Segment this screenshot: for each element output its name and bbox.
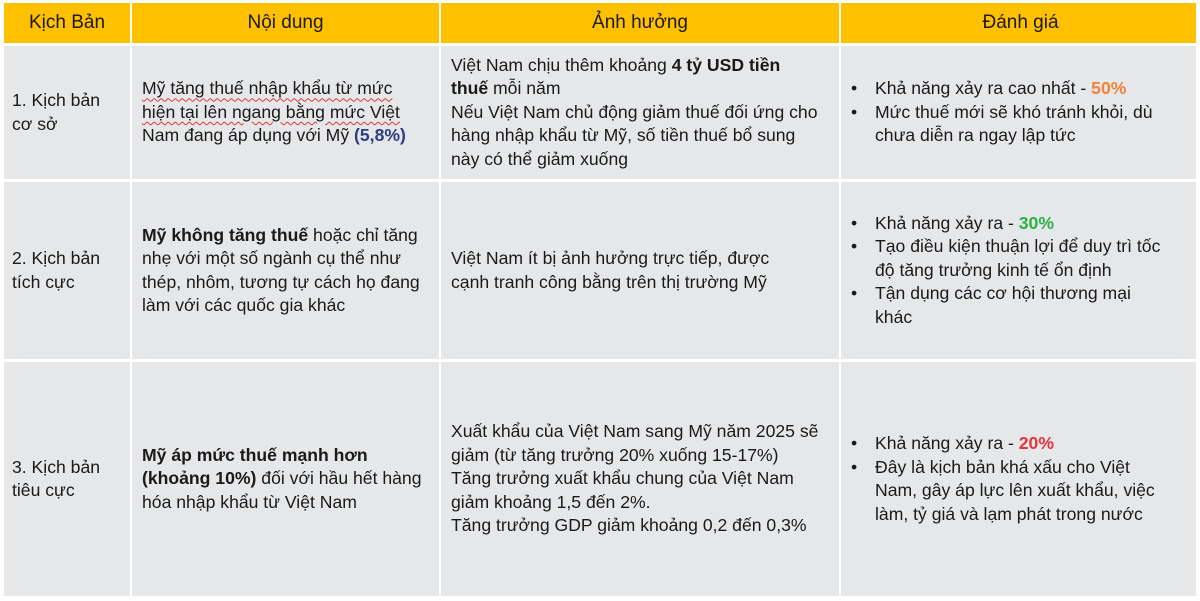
scenario-cell (4, 182, 132, 362)
content-text (142, 77, 406, 148)
impact-text (451, 54, 821, 172)
likelihood-percent: 30% (1018, 212, 1054, 233)
rate-value: (5,8%) (354, 125, 406, 146)
scenario-table (4, 3, 1196, 596)
content-cell (132, 182, 441, 362)
scenario-name: 1. Kịch bản cơ sở (12, 90, 101, 134)
scenario-cell (4, 362, 132, 596)
likelihood-label: Khả năng xảy ra cao nhất - (875, 78, 1092, 99)
impact-paragraph: Xuất khẩu của Việt Nam sang Mỹ năm 2025 sẽ giảm (từ tăng trưởng 20% xuống 15-17%) (451, 421, 819, 465)
likelihood-percent: 50% (1091, 78, 1127, 99)
header-assessment-label: Đánh giá (982, 12, 1059, 34)
assessment-bullet (845, 212, 1165, 236)
scenario-name: 2. Kịch bản tích cực (12, 248, 101, 292)
assessment-list (845, 212, 1165, 330)
likelihood-label: Khả năng xảy ra - (875, 212, 1019, 233)
content-rest: đối với hầu hết hàng hóa nhập khẩu từ Việt Nam (142, 468, 422, 512)
impact-paragraph (451, 54, 821, 101)
impact-cell (441, 182, 841, 362)
table-row (4, 362, 1196, 596)
content-line: Mỹ tăng thuế nhập khẩu từ mức (142, 78, 393, 99)
impact-bold-amount: 4 tỷ USD tiền thuế (451, 54, 781, 99)
content-bold: Mỹ áp mức thuế mạnh hơn (khoảng 10%) (142, 444, 368, 489)
likelihood-label: Khả năng xảy ra - (875, 433, 1019, 453)
header-scenario-label: Kịch Bản (28, 12, 106, 34)
header-content-label: Nội dung (247, 12, 324, 34)
content-text (142, 224, 434, 318)
content-cell (132, 362, 441, 596)
content-rest: hoặc chỉ tăng nhẹ với một số ngành cụ thể như thép, nhôm, tương tự cách họ đang làm với các quốc gia khác (142, 224, 420, 315)
content-line: Nam đang áp dụng với Mỹ (142, 125, 350, 146)
impact-text-part: mỗi năm (488, 78, 561, 99)
table-row (4, 46, 1196, 182)
impact-paragraph: Tăng trưởng xuất khẩu chung của Việt Nam giảm khoảng 1,5 đến 2%. (451, 468, 794, 512)
assessment-bullet (845, 432, 1165, 456)
content-bold: Mỹ không tăng thuế (142, 224, 309, 245)
assessment-bullet (845, 77, 1180, 101)
assessment-cell (841, 182, 1196, 362)
impact-cell (441, 362, 841, 596)
assessment-bullet: • Đây là kịch bản khá xấu cho Việt Nam, gây áp lực lên xuất khẩu, việc làm, tỷ giá và lạm phát trong nước (845, 456, 1165, 527)
header-impact (441, 3, 841, 46)
assessment-cell (841, 46, 1196, 182)
impact-text (451, 420, 826, 538)
impact-paragraph: Tăng trưởng GDP giảm khoảng 0,2 đến 0,3% (451, 515, 807, 536)
assessment-list (845, 432, 1165, 526)
header-scenario (4, 3, 132, 46)
content-line: hiện tại lên ngang bằng mức Việt (142, 101, 400, 122)
scenario-name: 3. Kịch bản tiêu cực (12, 456, 101, 500)
impact-cell (441, 46, 841, 182)
impact-text-part: Việt Nam chịu thêm khoảng (451, 54, 672, 75)
assessment-bullet: • Tận dụng các cơ hội thương mại khác (845, 282, 1165, 329)
assessment-list (845, 77, 1180, 148)
header-assessment (841, 3, 1196, 46)
table-header-row (4, 3, 1196, 46)
scenario-cell (4, 46, 132, 182)
impact-text: Việt Nam ít bị ảnh hưởng trực tiếp, được cạnh tranh công bằng trên thị trường Mỹ (451, 248, 770, 292)
table-row (4, 182, 1196, 362)
assessment-bullet: • Tạo điều kiện thuận lợi để duy trì tốc độ tăng trưởng kinh tế ổn định (845, 235, 1165, 282)
header-content (132, 3, 441, 46)
header-impact-label: Ảnh hưởng (592, 12, 688, 34)
likelihood-percent: 20% (1018, 433, 1054, 453)
content-cell (132, 46, 441, 182)
assessment-cell (841, 362, 1196, 596)
content-text (142, 444, 427, 515)
assessment-bullet: • Mức thuế mới sẽ khó tránh khỏi, dù chưa diễn ra ngay lập tức (845, 101, 1180, 148)
impact-paragraph: Nếu Việt Nam chủ động giảm thuế đối ứng cho hàng nhập khẩu từ Mỹ, số tiền thuế bổ sung này có thể giảm xuống (451, 101, 818, 169)
